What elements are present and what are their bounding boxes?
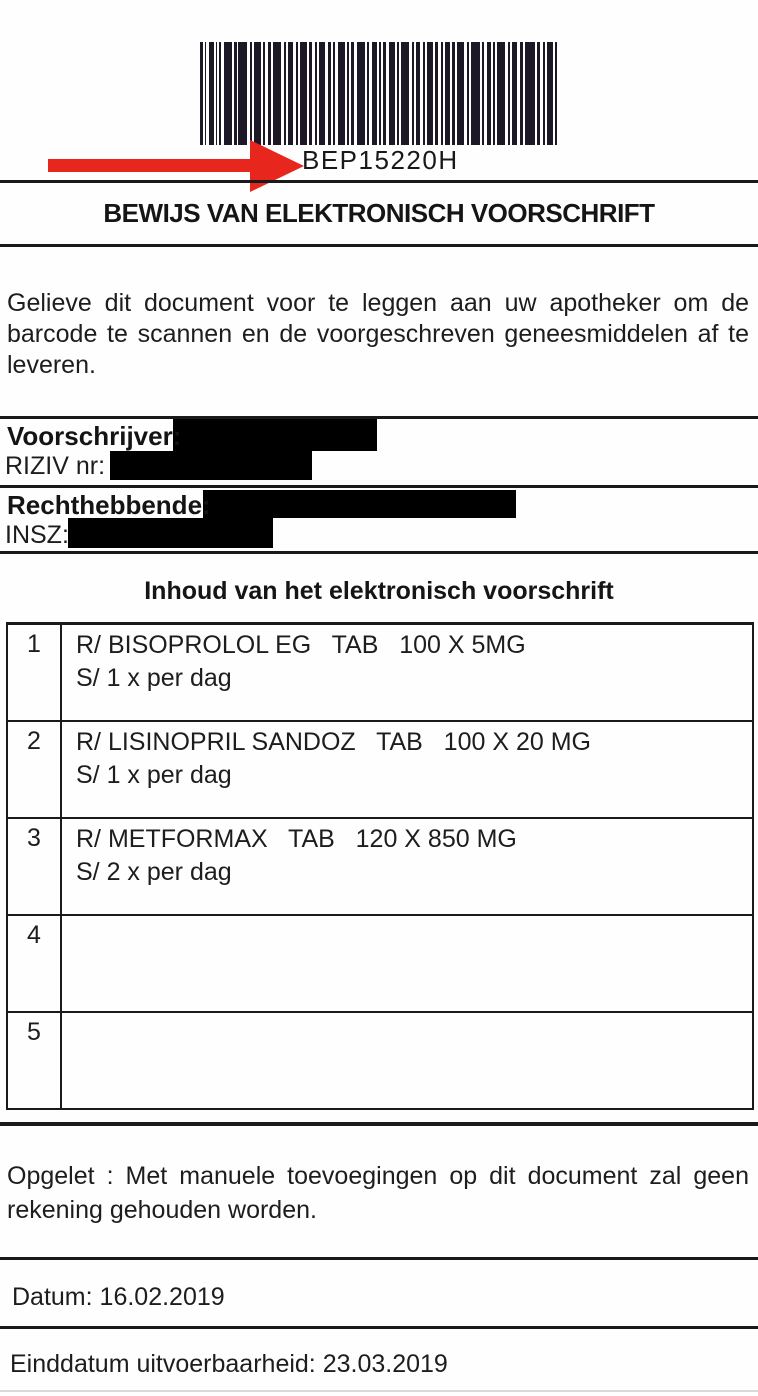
row-number: 5 [7,1012,61,1109]
intro-line: Gelieve dit document voor te leggen aan uw apotheker om de [7,289,749,317]
divider [0,1122,758,1126]
prescriber-label: Voorschrijver: [7,421,182,451]
page-title: BEWIJS VAN ELEKTRONISCH VOORSCHRIFT [103,198,655,228]
dosage-line: S/ 1 x per dag [76,761,232,789]
medication-line: R/ METFORMAX TAB 120 X 850 MG [76,825,517,853]
table-row [7,915,753,1012]
barcode [200,42,565,145]
warning-line: Opgelet : Met manuele toevoegingen op dit document zal geen [7,1162,749,1190]
contents-heading: Inhoud van het elektronisch voorschrift [144,577,614,605]
divider [0,485,758,488]
divider [0,551,758,554]
date-line [12,1283,225,1312]
intro-line: barcode te scannen en de voorgeschreven geneesmiddelen af te [7,320,749,348]
divider-faint [0,1390,758,1392]
table-row [7,624,753,722]
redaction-bar-riziv [110,451,312,480]
end-date-label: Einddatum uitvoerbaarheid: [10,1350,316,1378]
red-arrow-shaft [48,159,251,172]
date-value: 16.02.2019 [99,1283,225,1311]
divider [0,416,758,419]
row-number: 3 [7,818,61,915]
redaction-bar-insz [68,518,273,548]
beneficiary-label: Rechthebbende: [7,490,211,520]
divider [0,244,758,247]
redaction-bar-beneficiary [203,490,516,518]
table-row [7,1012,753,1109]
riziv-label: RIZIV nr: [5,452,106,480]
end-date-value: 23.03.2019 [322,1350,448,1378]
medication-line: R/ BISOPROLOL EG TAB 100 X 5MG [76,631,526,659]
end-date-line [10,1350,448,1379]
divider [0,1326,758,1329]
red-arrow-icon [250,140,304,192]
prescription-table [6,622,754,1110]
row-number: 1 [7,624,61,722]
divider [0,1257,758,1260]
date-label: Datum: [12,1283,93,1311]
table-row [7,721,753,818]
medication-line: R/ LISINOPRIL SANDOZ TAB 100 X 20 MG [76,728,591,756]
insz-label: INSZ: [5,521,69,549]
dosage-line: S/ 2 x per dag [76,858,232,886]
dosage-line: S/ 1 x per dag [76,664,232,692]
barcode-value: BEP15220H [302,145,459,175]
row-number: 2 [7,721,61,818]
table-row [7,818,753,915]
intro-line: leveren. [7,351,96,379]
divider [0,180,758,183]
row-number: 4 [7,915,61,1012]
warning-line: rekening gehouden worden. [7,1196,317,1224]
redaction-bar-prescriber [173,419,377,451]
